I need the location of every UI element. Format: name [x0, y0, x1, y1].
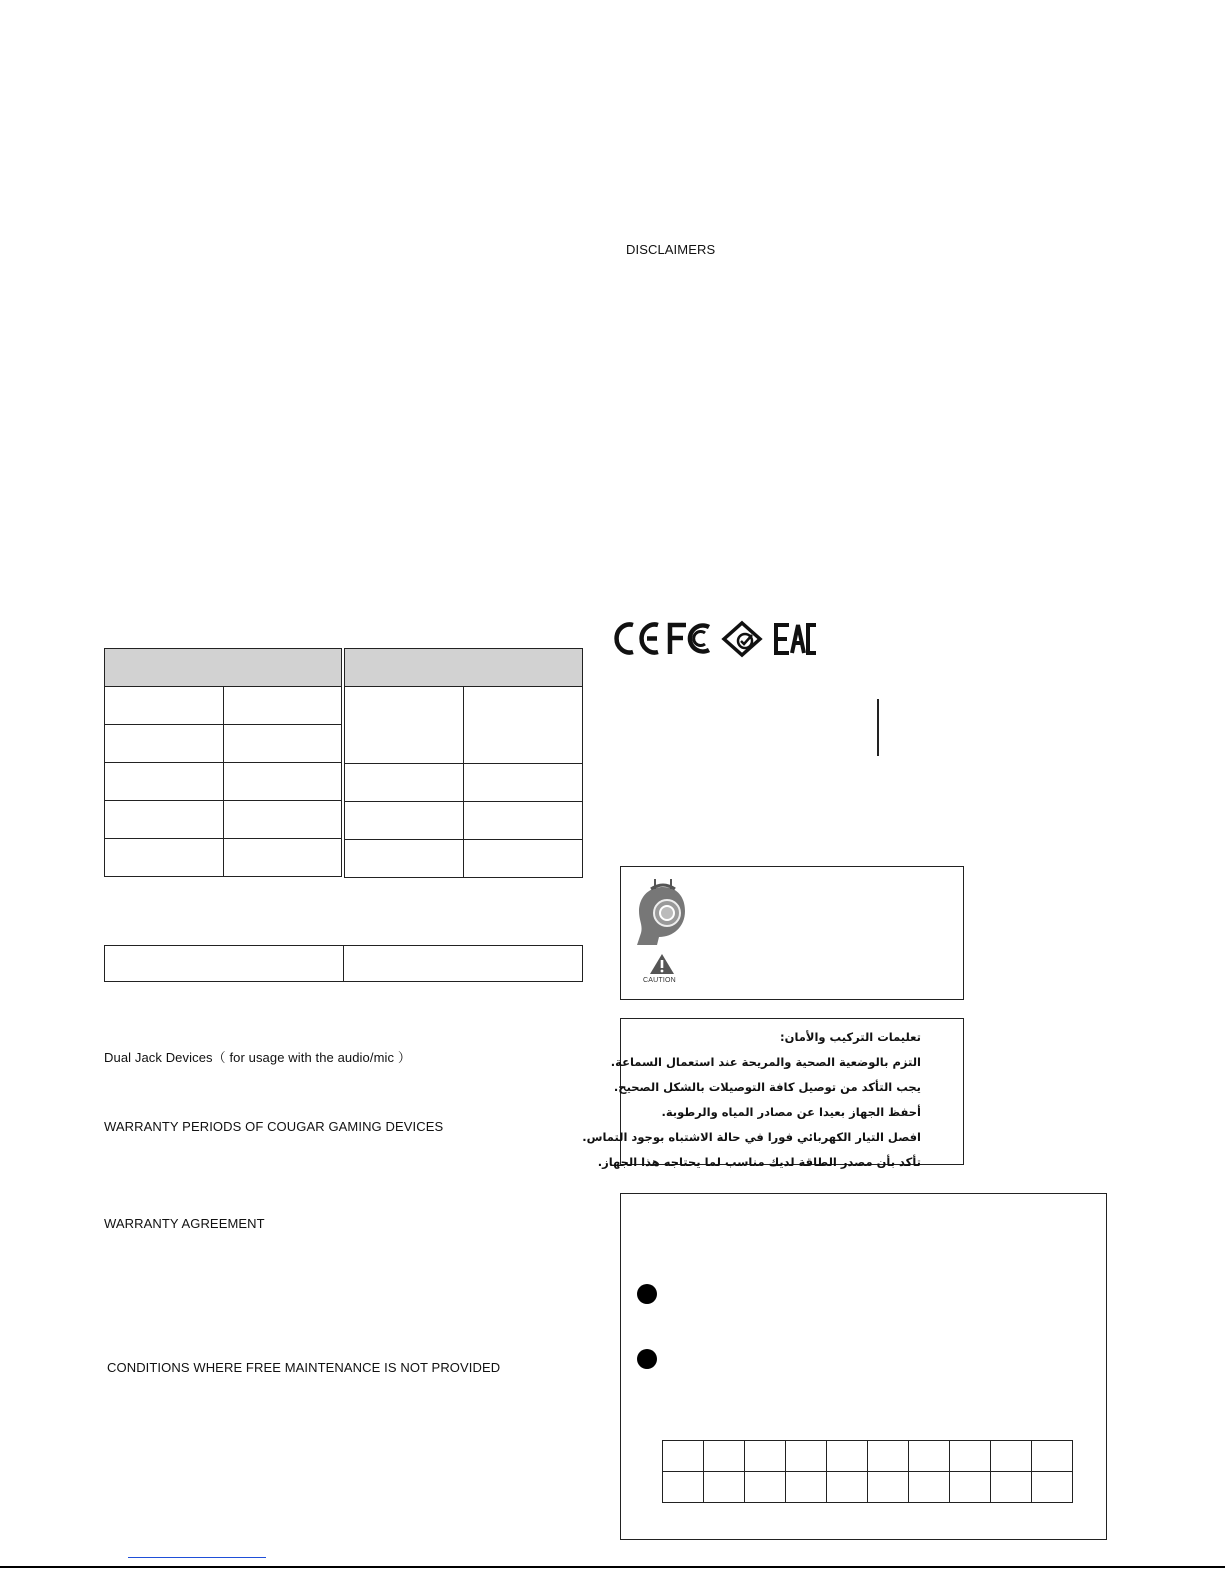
fcc-mark-icon: [670, 625, 709, 654]
single-row-table: [104, 945, 583, 982]
table-cell: [464, 764, 583, 802]
grid-cell[interactable]: [950, 1472, 991, 1503]
table-cell: [105, 801, 224, 839]
vertical-divider: [877, 699, 879, 756]
caution-label: CAUTION: [643, 977, 676, 984]
table-cell: [105, 725, 224, 763]
arabic-instruction-title: تعليمات التركيب والأمان:: [780, 1030, 921, 1044]
arabic-instruction-line: التزم بالوضعية الصحية والمريحة عند استعمال السماعة.: [610, 1055, 921, 1069]
grid-cell[interactable]: [909, 1472, 950, 1503]
table-cell: [345, 764, 464, 802]
arabic-instruction-line: يجب التأكد من توصيل كافة التوصيلات بالشكل الصحيح.: [613, 1080, 921, 1094]
grid-cell[interactable]: [827, 1441, 868, 1472]
table-cell: [105, 946, 344, 982]
dual-jack-label: Dual Jack Devices（ for usage with the audio/mic ）: [104, 1050, 411, 1065]
conditions-heading: CONDITIONS WHERE FREE MAINTENANCE IS NOT PROVIDED: [107, 1360, 501, 1375]
grid-cell[interactable]: [1032, 1441, 1073, 1472]
certification-marks-icon: [614, 619, 824, 659]
table-cell: [105, 839, 224, 877]
eac-mark-icon: [776, 625, 816, 653]
arabic-instruction-line: أحفظ الجهاز بعيدا عن مصادر المياه والرطوبة.: [661, 1105, 921, 1119]
grid-cell[interactable]: [704, 1441, 745, 1472]
table-header-cell: [105, 649, 342, 687]
table-cell: [105, 763, 224, 801]
grid-cell[interactable]: [909, 1441, 950, 1472]
grid-cell[interactable]: [663, 1441, 704, 1472]
grid-cell[interactable]: [745, 1472, 786, 1503]
grid-cell[interactable]: [868, 1472, 909, 1503]
table-cell: [345, 802, 464, 840]
head-headphones-icon: [633, 875, 693, 953]
page-bottom-rule: [0, 1566, 1225, 1568]
table-cell: [223, 801, 342, 839]
warranty-card-box: [620, 1193, 1107, 1540]
bullet-icon: [637, 1349, 657, 1369]
table-cell: [345, 840, 464, 878]
grid-cell[interactable]: [663, 1472, 704, 1503]
grid-cell[interactable]: [827, 1472, 868, 1503]
arabic-instructions-box: [582, 1018, 964, 1169]
arabic-instruction-line: افصل التيار الكهربائي فورا في حالة الاشتباه بوجود التماس.: [582, 1130, 921, 1144]
table-cell: [223, 839, 342, 877]
arabic-instruction-line: تأكد بأن مصدر الطاقة لديك مناسب لما يحتاجه هذا الجهاز.: [597, 1155, 921, 1169]
table-header-cell: [345, 649, 583, 687]
serial-grid: [662, 1440, 1073, 1503]
table-cell: [105, 687, 224, 725]
table-cell: [223, 763, 342, 801]
spec-table-right: [344, 648, 583, 878]
grid-cell[interactable]: [786, 1441, 827, 1472]
grid-cell[interactable]: [950, 1441, 991, 1472]
link-underline[interactable]: [128, 1557, 266, 1558]
bullet-icon: [637, 1284, 657, 1304]
grid-cell[interactable]: [786, 1472, 827, 1503]
grid-cell[interactable]: [745, 1441, 786, 1472]
table-cell: [464, 802, 583, 840]
caution-box: [620, 866, 964, 1000]
table-cell: [223, 725, 342, 763]
grid-cell[interactable]: [991, 1441, 1032, 1472]
table-cell: [464, 840, 583, 878]
warranty-agreement-heading: WARRANTY AGREEMENT: [104, 1216, 265, 1231]
grid-cell[interactable]: [868, 1441, 909, 1472]
warning-triangle-icon: [649, 953, 675, 975]
warranty-periods-heading: WARRANTY PERIODS OF COUGAR GAMING DEVICES: [104, 1119, 444, 1134]
table-cell: [223, 687, 342, 725]
grid-cell[interactable]: [991, 1472, 1032, 1503]
grid-cell[interactable]: [704, 1472, 745, 1503]
grid-cell[interactable]: [1032, 1472, 1073, 1503]
table-cell: [345, 687, 464, 764]
ce-mark-icon: [617, 625, 658, 653]
table-cell: [464, 687, 583, 764]
disclaimers-heading: DISCLAIMERS: [626, 242, 716, 257]
rcm-mark-icon: [724, 623, 760, 655]
spec-table-left: [104, 648, 342, 877]
table-cell: [344, 946, 583, 982]
certification-logos: [614, 619, 824, 659]
